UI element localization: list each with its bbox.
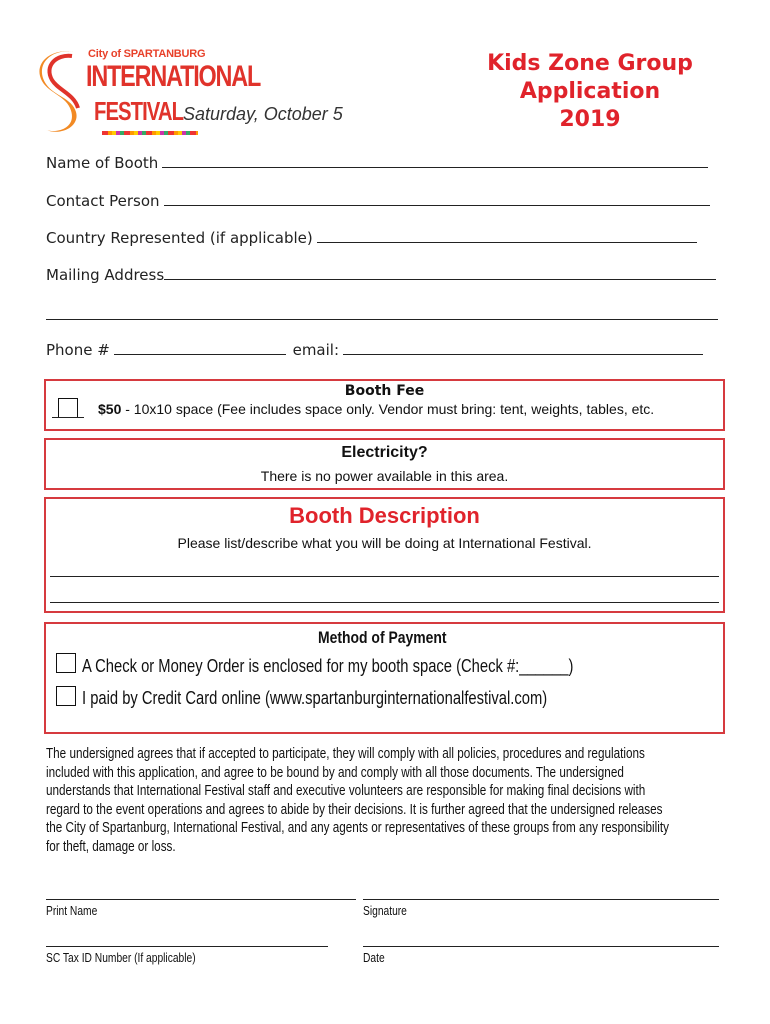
logo-city-text: City of SPARTANBURG [88,48,206,60]
booth-description-box [44,497,725,613]
phone-email-row [46,340,703,359]
email-field[interactable] [343,340,703,355]
contact-person-row [46,191,710,210]
email-label: email: [292,341,340,359]
mailing-address-field[interactable] [164,265,716,280]
agreement-line: for theft, damage or loss. [46,838,176,855]
signature-field[interactable] [363,898,719,900]
event-date: Saturday, October 5 [183,104,343,124]
signature-label: Signature [363,904,407,918]
card-payment-label: I paid by Credit Card online (www.spartanburginternationalfestival.com) [82,688,548,708]
page-title-line1: Kids Zone Group [487,51,693,76]
name-of-booth-label: Name of Booth [46,154,159,172]
contact-person-label: Contact Person [46,192,160,210]
name-of-booth-row [46,153,708,172]
booth-fee-underline [52,417,84,418]
check-payment-label: A Check or Money Order is enclosed for my booth space (Check #:______) [82,656,574,676]
tax-id-field[interactable] [46,945,328,947]
name-of-booth-field[interactable] [162,153,708,168]
agreement-line: understands that International Festival staff and executive volunteers are responsible for making final decisions with [46,783,646,799]
booth-description-line-2[interactable] [50,602,719,603]
card-payment-checkbox[interactable] [56,686,76,706]
page-title-year: 2019 [559,107,621,132]
country-row [46,228,697,247]
agreement-line: regard to the event operations and agrees to abide by their decisions. It is further agreed that the undersigned releases [46,801,663,818]
payment-title: Method of Payment [318,628,447,647]
agreement-line: The undersigned agrees that if accepted to participate, they will comply with all policies, procedures and regulations [46,746,645,762]
booth-description-title: Booth Description [289,503,480,528]
booth-fee-checkbox[interactable] [58,398,78,418]
mailing-address-field-2[interactable] [46,318,718,320]
logo-international-text: INTERNATIONAL [86,60,261,93]
country-label: Country Represented (if applicable) [46,229,313,247]
booth-fee-box [44,379,725,431]
agreement-line: included with this application, and agree to be bound by and comply with all those documents. The undersigned [46,764,624,781]
booth-fee-price: $50 [98,401,122,417]
agreement-line: the City of Spartanburg, International Festival, and any agents or representatives of these groups from any responsibility [46,820,669,836]
mailing-address-row [46,265,716,284]
tax-id-label: SC Tax ID Number (If applicable) [46,951,196,965]
agreement-text [46,745,718,856]
print-name-label: Print Name [46,904,98,918]
phone-label: Phone # [46,341,110,359]
check-payment-checkbox[interactable] [56,653,76,673]
date-label: Date [363,951,385,965]
booth-description-prompt: Please list/describe what you will be doing at International Festival. [177,535,592,551]
payment-box [44,622,725,734]
booth-description-line-1[interactable] [50,576,719,577]
electricity-note: There is no power available in this area. [260,468,509,484]
page-title-line2: Application [519,79,661,104]
contact-person-field[interactable] [164,191,710,206]
booth-fee-text [98,401,654,417]
logo-color-strip [102,131,198,135]
date-field[interactable] [363,945,719,947]
booth-fee-title: Booth Fee [344,383,425,399]
country-field[interactable] [317,228,697,243]
logo-festival-text: FESTIVAL [94,96,184,126]
phone-field[interactable] [114,340,286,355]
electricity-box [44,438,725,490]
booth-fee-description: - 10x10 space (Fee includes space only. Vendor must bring: tent, weights, tables, etc. [121,401,655,417]
print-name-field[interactable] [46,898,356,900]
electricity-title: Electricity? [341,444,428,461]
mailing-address-label: Mailing Address [46,266,165,284]
